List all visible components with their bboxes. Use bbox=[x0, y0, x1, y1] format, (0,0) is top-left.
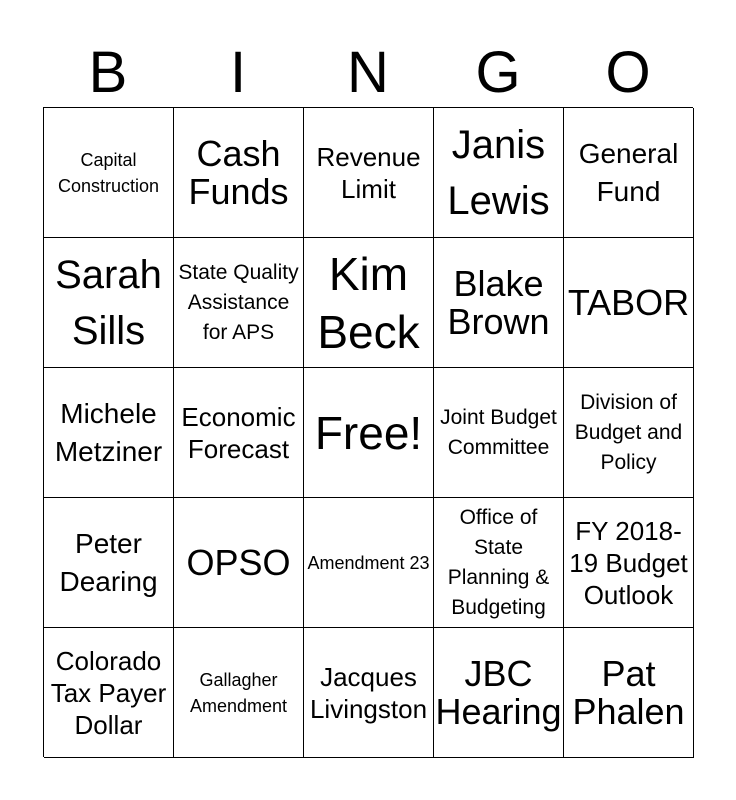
bingo-cell[interactable] bbox=[304, 238, 434, 368]
bingo-board bbox=[43, 107, 693, 757]
cell-text: Cash Funds bbox=[188, 132, 289, 212]
cell-text: OPSO bbox=[186, 541, 291, 583]
cell-text: Peter Dearing bbox=[59, 527, 158, 597]
bingo-cell[interactable] bbox=[564, 108, 694, 238]
bingo-cell[interactable] bbox=[174, 108, 304, 238]
cell-text: Capital Construction bbox=[57, 149, 160, 196]
free-space-label: Free! bbox=[314, 406, 423, 459]
bingo-cell[interactable] bbox=[174, 498, 304, 628]
cell-text: Revenue Limit bbox=[316, 141, 421, 204]
bingo-cell[interactable] bbox=[564, 368, 694, 498]
cell-text: Office of State Planning & Budgeting bbox=[447, 505, 550, 619]
cell-text: Division of Budget and Policy bbox=[574, 390, 683, 474]
bingo-cell[interactable] bbox=[434, 238, 564, 368]
cell-text: State Quality Assistance for APS bbox=[178, 260, 299, 344]
bingo-header bbox=[43, 40, 693, 106]
bingo-cell[interactable] bbox=[44, 498, 174, 628]
cell-text: JBC Hearing bbox=[435, 652, 562, 732]
cell-text: Michele Metziner bbox=[54, 397, 163, 467]
bingo-cell[interactable] bbox=[564, 498, 694, 628]
cell-text: FY 2018-19 Budget Outlook bbox=[569, 515, 688, 610]
cell-text: Kim Beck bbox=[317, 247, 420, 358]
free-space-cell[interactable] bbox=[304, 368, 434, 498]
cell-text: TABOR bbox=[567, 281, 690, 323]
bingo-cell[interactable] bbox=[44, 368, 174, 498]
header-letter-g: G bbox=[475, 40, 521, 105]
bingo-cell[interactable] bbox=[174, 238, 304, 368]
bingo-cell[interactable] bbox=[44, 238, 174, 368]
bingo-cell[interactable] bbox=[44, 108, 174, 238]
cell-text: Amendment 23 bbox=[307, 552, 430, 573]
cell-text: Jacques Livingston bbox=[309, 661, 428, 724]
cell-text: Blake Brown bbox=[447, 262, 550, 342]
cell-text: Sarah Sills bbox=[55, 252, 162, 353]
bingo-cell[interactable] bbox=[304, 498, 434, 628]
bingo-cell[interactable] bbox=[434, 498, 564, 628]
bingo-cell[interactable] bbox=[564, 238, 694, 368]
bingo-cell[interactable] bbox=[434, 368, 564, 498]
cell-text: Gallagher Amendment bbox=[189, 669, 288, 716]
cell-text: Colorado Tax Payer Dollar bbox=[50, 645, 167, 740]
bingo-cell[interactable] bbox=[304, 628, 434, 758]
header-letter-o: O bbox=[605, 40, 651, 105]
cell-text: Economic Forecast bbox=[181, 401, 296, 464]
cell-text: Joint Budget Committee bbox=[440, 405, 557, 459]
cell-text: General Fund bbox=[578, 137, 679, 207]
header-letter-b: B bbox=[88, 40, 128, 105]
bingo-cell[interactable] bbox=[564, 628, 694, 758]
bingo-cell[interactable] bbox=[304, 108, 434, 238]
cell-text: Pat Phalen bbox=[572, 652, 685, 732]
bingo-cell[interactable] bbox=[434, 628, 564, 758]
cell-text: Janis Lewis bbox=[447, 122, 550, 223]
header-letter-n: N bbox=[347, 40, 389, 105]
bingo-cell[interactable] bbox=[44, 628, 174, 758]
bingo-cell[interactable] bbox=[174, 368, 304, 498]
bingo-cell[interactable] bbox=[434, 108, 564, 238]
bingo-cell[interactable] bbox=[174, 628, 304, 758]
header-letter-i: I bbox=[229, 40, 247, 105]
